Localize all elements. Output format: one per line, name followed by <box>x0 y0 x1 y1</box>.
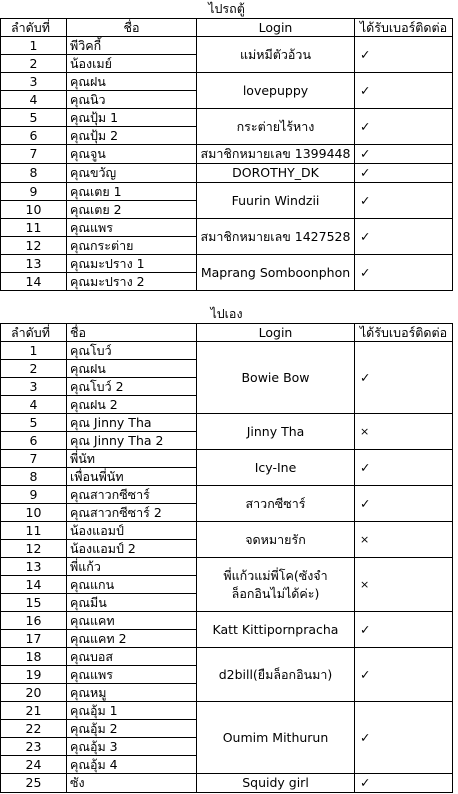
row-name: คุณมีน <box>67 594 197 612</box>
row-name: คุณแคท <box>67 612 197 630</box>
header-no: ลำดับที่ <box>1 19 67 37</box>
row-number: 18 <box>1 648 67 666</box>
row-name: พีวิคกี้ <box>67 37 197 55</box>
row-number: 16 <box>1 612 67 630</box>
row-number: 14 <box>1 273 67 291</box>
login-cell: Bowie Bow <box>197 342 355 414</box>
table-row <box>1 164 453 183</box>
row-number: 12 <box>1 237 67 255</box>
row-name: พี่นัท <box>67 450 197 468</box>
status-mark: ✓ <box>355 486 453 522</box>
row-number: 25 <box>1 774 67 793</box>
login-cell: Maprang Somboonphon <box>197 255 355 291</box>
row-name: คุณ Jinny Tha <box>67 414 197 432</box>
row-name: คุณแพร <box>67 219 197 237</box>
row-number: 13 <box>1 558 67 576</box>
login-cell: Icy-Ine <box>197 450 355 486</box>
row-name: คุณเตย 1 <box>67 183 197 201</box>
row-number: 15 <box>1 594 67 612</box>
row-name: คุณสาวกซีซาร์ 2 <box>67 504 197 522</box>
row-number: 5 <box>1 414 67 432</box>
row-name: คุณจูน <box>67 145 197 164</box>
row-number: 8 <box>1 164 67 183</box>
status-mark: ✓ <box>355 219 453 255</box>
status-mark: ✓ <box>355 774 453 793</box>
status-mark: ✓ <box>355 648 453 702</box>
row-number: 1 <box>1 37 67 55</box>
row-name: คุณมะปราง 2 <box>67 273 197 291</box>
header-row <box>1 324 453 342</box>
table-row <box>1 219 453 237</box>
row-number: 11 <box>1 219 67 237</box>
row-name: คุณเตย 2 <box>67 201 197 219</box>
row-number: 6 <box>1 127 67 145</box>
row-number: 10 <box>1 201 67 219</box>
header-no: ลำดับที่ <box>1 324 67 342</box>
section-title-van: ไปรถตู้ <box>1 0 453 19</box>
status-mark: ✓ <box>355 109 453 145</box>
login-cell: สมาชิกหมายเลข 1399448 <box>197 145 355 164</box>
row-name: คุณโบว์ 2 <box>67 378 197 396</box>
row-name: คุณอุ้ม 4 <box>67 756 197 774</box>
status-mark: ✓ <box>355 255 453 291</box>
table-row <box>1 702 453 720</box>
status-mark: ✓ <box>355 37 453 73</box>
row-name: คุณแคท 2 <box>67 630 197 648</box>
row-name: คุณแพร <box>67 666 197 684</box>
van-table <box>0 0 453 291</box>
row-name: คุณโบว์ <box>67 342 197 360</box>
row-number: 4 <box>1 396 67 414</box>
row-name: คุณปุ้ม 1 <box>67 109 197 127</box>
row-number: 6 <box>1 432 67 450</box>
row-number: 21 <box>1 702 67 720</box>
header-status: ได้รับเบอร์ติดต่อ <box>355 324 453 342</box>
header-name: ชื่อ <box>67 324 197 342</box>
login-cell: d2bill(ยืมล็อกอินมา) <box>197 648 355 702</box>
row-number: 9 <box>1 183 67 201</box>
table-row <box>1 342 453 360</box>
row-number: 12 <box>1 540 67 558</box>
header-status: ได้รับเบอร์ติดต่อ <box>355 19 453 37</box>
row-number: 5 <box>1 109 67 127</box>
row-number: 4 <box>1 91 67 109</box>
login-cell: lovepuppy <box>197 73 355 109</box>
row-name: พี่แก้ว <box>67 558 197 576</box>
row-name: คุณฝน <box>67 73 197 91</box>
table-row <box>1 73 453 91</box>
table-row <box>1 37 453 55</box>
row-number: 7 <box>1 145 67 164</box>
table-row <box>1 414 453 432</box>
row-number: 11 <box>1 522 67 540</box>
status-mark: ✓ <box>355 342 453 414</box>
row-name: เพื่อนพี่นัท <box>67 468 197 486</box>
status-mark: ✓ <box>355 145 453 164</box>
row-name: คุณบอส <box>67 648 197 666</box>
status-mark: ✓ <box>355 450 453 486</box>
row-name: คุณขวัญ <box>67 164 197 183</box>
table-row <box>1 145 453 164</box>
table-row <box>1 109 453 127</box>
row-name: คุณฝน <box>67 360 197 378</box>
row-name: คุณกระต่าย <box>67 237 197 255</box>
table-row <box>1 486 453 504</box>
row-number: 20 <box>1 684 67 702</box>
table-row <box>1 648 453 666</box>
row-name: คุณมะปราง 1 <box>67 255 197 273</box>
status-mark: ✓ <box>355 702 453 774</box>
table-row <box>1 255 453 273</box>
row-name: คุณหมู <box>67 684 197 702</box>
login-cell: พี่แก้วแม่พี่โค(ซังจำล็อกอินไม่ได้ค่ะ) <box>197 558 355 612</box>
row-number: 2 <box>1 55 67 73</box>
row-number: 3 <box>1 378 67 396</box>
row-number: 19 <box>1 666 67 684</box>
row-number: 17 <box>1 630 67 648</box>
self-travel-table <box>0 305 453 793</box>
row-name: ซัง <box>67 774 197 793</box>
row-number: 23 <box>1 738 67 756</box>
row-name: คุณอุ้ม 3 <box>67 738 197 756</box>
row-name: คุณ Jinny Tha 2 <box>67 432 197 450</box>
table-row <box>1 522 453 540</box>
row-number: 9 <box>1 486 67 504</box>
row-name: คุณอุ้ม 1 <box>67 702 197 720</box>
status-mark: ✓ <box>355 183 453 219</box>
header-row <box>1 19 453 37</box>
row-number: 10 <box>1 504 67 522</box>
login-cell: จดหมายรัก <box>197 522 355 558</box>
login-cell: แม่หมีตัวอ้วน <box>197 37 355 73</box>
row-number: 13 <box>1 255 67 273</box>
row-name: คุณสาวกซีซาร์ <box>67 486 197 504</box>
table-row <box>1 774 453 793</box>
row-name: น้องเมย์ <box>67 55 197 73</box>
login-cell: สมาชิกหมายเลข 1427528 <box>197 219 355 255</box>
row-number: 8 <box>1 468 67 486</box>
status-mark: × <box>355 522 453 558</box>
login-cell: DOROTHY_DK <box>197 164 355 183</box>
status-mark: ✓ <box>355 164 453 183</box>
row-number: 14 <box>1 576 67 594</box>
table-row <box>1 450 453 468</box>
row-number: 1 <box>1 342 67 360</box>
login-cell: กระต่ายไร้หาง <box>197 109 355 145</box>
row-number: 22 <box>1 720 67 738</box>
row-name: คุณอุ้ม 2 <box>67 720 197 738</box>
row-name: คุณฝน 2 <box>67 396 197 414</box>
login-cell: Jinny Tha <box>197 414 355 450</box>
row-name: น้องแอมป์ 2 <box>67 540 197 558</box>
header-login: Login <box>197 19 355 37</box>
row-name: คุณปุ้ม 2 <box>67 127 197 145</box>
table-row <box>1 183 453 201</box>
header-login: Login <box>197 324 355 342</box>
row-number: 7 <box>1 450 67 468</box>
login-cell: Katt Kittipornpracha <box>197 612 355 648</box>
section-title-self: ไปเอง <box>1 305 453 324</box>
login-cell: Oumim Mithurun <box>197 702 355 774</box>
row-name: คุณนิว <box>67 91 197 109</box>
status-mark: × <box>355 558 453 612</box>
header-name: ชื่อ <box>67 19 197 37</box>
status-mark: ✓ <box>355 612 453 648</box>
row-number: 3 <box>1 73 67 91</box>
login-cell: Fuurin Windzii <box>197 183 355 219</box>
row-number: 2 <box>1 360 67 378</box>
table-row <box>1 558 453 576</box>
row-name: น้องแอมป์ <box>67 522 197 540</box>
login-cell: สาวกซีซาร์ <box>197 486 355 522</box>
login-cell: Squidy girl <box>197 774 355 793</box>
table-row <box>1 612 453 630</box>
row-name: คุณแกน <box>67 576 197 594</box>
status-mark: ✓ <box>355 73 453 109</box>
row-number: 24 <box>1 756 67 774</box>
status-mark: × <box>355 414 453 450</box>
